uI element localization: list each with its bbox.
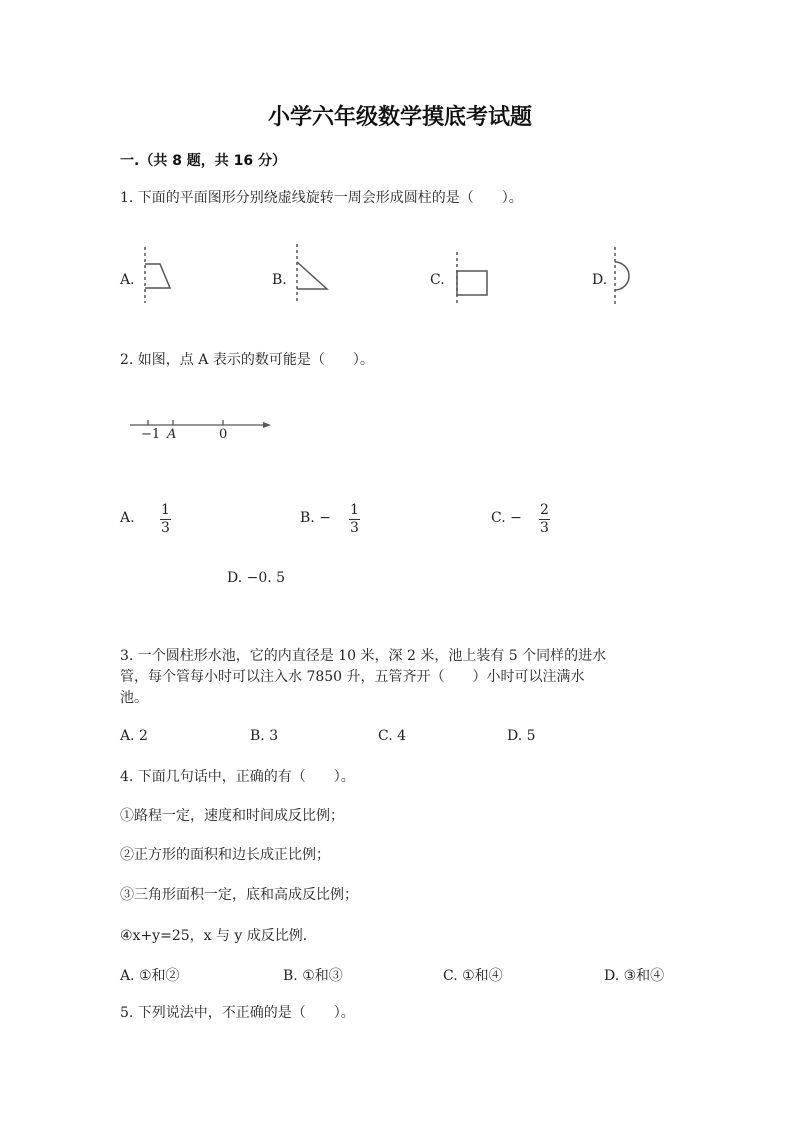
q4-option-a: A. ①和② — [120, 968, 180, 984]
number-line-label-0: 0 — [219, 427, 228, 442]
q1-option-a-label: A. — [120, 272, 135, 288]
question-2-text: 2. 如图，点 A 表示的数可能是（ ）。 — [120, 352, 374, 368]
q2-option-c-label: C. − — [491, 510, 522, 526]
question-1-text: 1. 下面的平面图形分别绕虚线旋转一周会形成圆柱的是（ ）。 — [120, 190, 523, 206]
q3-option-c: C. 4 — [378, 728, 407, 744]
triangle-icon — [292, 242, 332, 306]
q2-option-b-label: B. − — [300, 510, 331, 526]
question-4-text: 4. 下面几句话中，正确的有（ ）。 — [120, 769, 355, 785]
denominator: 3 — [161, 520, 170, 536]
question-4-statement-2: ②正方形的面积和边长成正比例； — [120, 847, 330, 863]
trapezoid-icon — [140, 245, 180, 305]
q3-option-d: D. 5 — [507, 728, 536, 744]
q2-option-a-label: A. — [120, 510, 135, 526]
question-4-statement-1: ①路程一定，速度和时间成反比例； — [120, 808, 344, 824]
question-3-line-2: 管，每个管每小时可以注入水 7850 升，五管齐开（ ）小时可以注满水 — [120, 669, 585, 685]
question-4-statement-3: ③三角形面积一定，底和高成反比例； — [120, 887, 358, 903]
q1-option-b-label: B. — [272, 272, 287, 288]
q4-option-c: C. ①和④ — [443, 968, 503, 984]
q2-option-c-fraction — [539, 503, 550, 536]
numerator: 1 — [350, 502, 359, 518]
q3-option-a: A. 2 — [120, 728, 148, 744]
rectangle-icon — [450, 250, 492, 306]
denominator: 3 — [540, 520, 549, 536]
semicircle-icon — [608, 245, 642, 307]
q3-option-b: B. 3 — [250, 728, 279, 744]
section-heading: 一.（共 8 题，共 16 分） — [120, 153, 287, 169]
q2-option-d: D. −0. 5 — [227, 570, 286, 586]
q2-option-a-fraction — [160, 503, 171, 536]
q1-option-d-label: D. — [592, 272, 608, 288]
q1-option-c-label: C. — [430, 272, 445, 288]
page-title: 小学六年级数学摸底考试题 — [267, 105, 532, 130]
q4-option-d: D. ③和④ — [604, 968, 665, 984]
question-4-statement-4: ④x+y=25，x 与 y 成反比例． — [120, 928, 317, 944]
number-line-label-a: A — [167, 427, 177, 442]
question-3-line-3: 池。 — [120, 690, 148, 706]
denominator: 3 — [350, 520, 359, 536]
q2-option-b-fraction — [349, 503, 360, 536]
q4-option-b: B. ①和③ — [283, 968, 343, 984]
question-3-line-1: 3. 一个圆柱形水池，它的内直径是 10 米，深 2 米，池上装有 5 个同样的进水 — [120, 648, 607, 664]
numerator: 1 — [161, 502, 170, 518]
numerator: 2 — [540, 502, 549, 518]
question-5-text: 5. 下列说法中，不正确的是（ ）。 — [120, 1005, 355, 1021]
number-line-label-minus1: −1 — [141, 427, 161, 442]
